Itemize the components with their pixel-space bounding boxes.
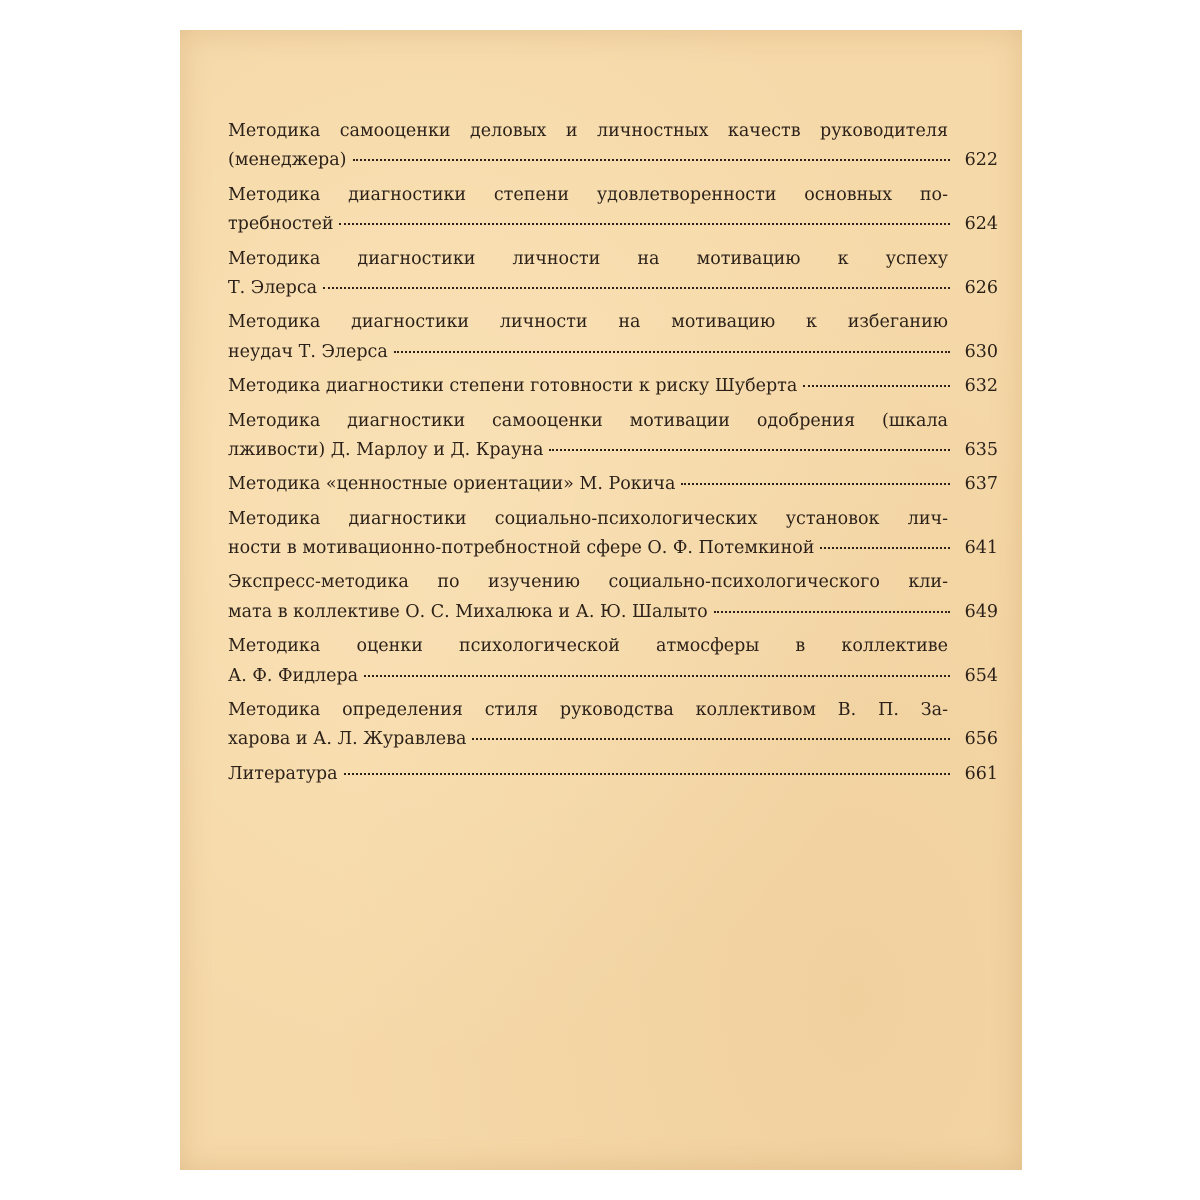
toc-entry [228,470,998,499]
book-page [180,30,1022,1170]
dot-leader [394,351,950,353]
toc-entry-title-continuation: харова и А. Л. Журавлева [228,729,467,750]
toc-page-number: 630 [964,341,998,362]
toc-entry-title-line: Методика определения стиля руководства коллективом В. П. За- [228,700,948,721]
dot-leader [472,738,950,740]
toc-entry-title-line: Методика диагностики личности на мотивацию к избеганию [228,312,948,333]
toc-page-number: 656 [964,729,998,750]
dot-leader [803,385,950,387]
dot-leader [820,547,950,549]
toc-entry-title-continuation: ности в мотивационно-потребностной сфере О. Ф. Потемкиной [228,538,815,559]
toc-entry-title-line: Методика оценки психологической атмосферы в коллективе [228,636,948,657]
toc-page-number: 654 [964,665,998,686]
toc-entry-title-continuation: требностей [228,214,334,235]
toc-entry-title-continuation: А. Ф. Фидлера [228,665,359,686]
toc-entry-title-line: Методика диагностики личности на мотивацию к успеху [228,248,948,269]
table-of-contents [228,117,998,794]
toc-entry-title-continuation: Т. Элерса [228,277,318,298]
toc-entry [228,696,998,755]
dot-leader [339,223,950,225]
dot-leader [681,483,950,485]
toc-entry-title-continuation: неудач Т. Элерса [228,341,388,362]
toc-page-number: 632 [964,376,998,397]
toc-entry-title-line: Методика диагностики степени удовлетворенности основных по- [228,184,948,205]
dot-leader [344,773,950,775]
toc-page-number: 649 [964,601,998,622]
toc-entry-title: Литература [228,763,338,784]
toc-page-number: 635 [964,439,998,460]
toc-page-number: 622 [964,150,998,171]
toc-entry-title: Методика «ценностные ориентации» М. Рокича [228,474,676,495]
toc-entry-title-line: Методика диагностики самооценки мотивации одобрения (шкала [228,410,948,431]
toc-entry-title-continuation: (менеджера) [228,150,347,171]
dot-leader [353,159,950,161]
toc-entry-title-line: Экспресс-методика по изучению социально-психологического кли- [228,572,948,593]
toc-entry-title-line: Методика диагностики социально-психологических установок лич- [228,508,948,529]
toc-entry [228,407,998,466]
toc-page-number: 637 [964,474,998,495]
toc-entry-title-continuation: мата в коллективе О. С. Михалюка и А. Ю. Шалыто [228,601,708,622]
toc-page-number: 626 [964,277,998,298]
dot-leader [364,675,950,677]
toc-entry [228,372,998,401]
toc-page-number: 641 [964,538,998,559]
toc-entry [228,505,998,564]
toc-entry-title: Методика диагностики степени готовности к риску Шуберта [228,376,798,397]
dot-leader [549,449,950,451]
toc-page-number: 661 [964,763,998,784]
toc-entry-title-line: Методика самооценки деловых и личностных качеств руководителя [228,121,948,141]
dot-leader [323,287,950,289]
toc-page-number: 624 [964,214,998,235]
dot-leader [714,611,950,613]
toc-entry-title-continuation: лживости) Д. Марлоу и Д. Крауна [228,439,544,460]
toc-entry [228,181,998,240]
toc-entry [228,245,998,304]
toc-entry [228,760,998,789]
toc-entry [228,308,998,367]
toc-entry [228,117,998,176]
toc-entry [228,568,998,627]
toc-entry [228,632,998,691]
